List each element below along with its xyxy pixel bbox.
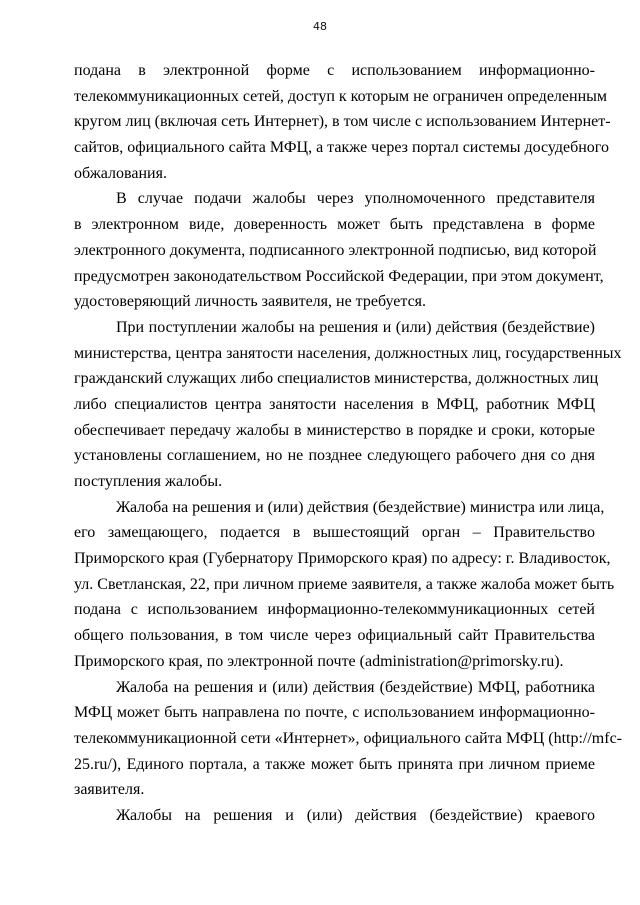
text-line: электронного документа, подписанного электронной подписью, вид которой xyxy=(74,241,597,259)
text-line: Жалобы на решения и (или) действия (бездействие) краевого xyxy=(116,806,595,824)
text-line: в электронном виде, доверенность может быть представлена в форме xyxy=(74,216,595,234)
text-line: обеспечивает передачу жалобы в министерство в порядке и сроки, которые xyxy=(74,421,595,439)
paragraph xyxy=(74,186,604,314)
text-line: министерства, центра занятости населения, должностных лиц, государственных xyxy=(74,344,622,362)
text-line: ул. Светланская, 22, при личном приеме заявителя, а также жалоба может быть xyxy=(74,575,615,593)
text-line: гражданский служащих либо специалистов министерства, должностных лиц xyxy=(74,370,599,388)
paragraph xyxy=(74,315,622,495)
text-line: В случае подачи жалобы через уполномоченного представителя xyxy=(116,190,595,208)
text-line: кругом лиц (включая сеть Интернет), в том числе с использованием Интернет- xyxy=(74,113,611,131)
document-body xyxy=(74,58,622,829)
paragraph xyxy=(74,803,595,829)
text-line: установлены соглашением, но не позднее следующего рабочего дня со дня xyxy=(74,447,595,465)
text-line: 25.ru/), Единого портала, а также может быть принята при личном приеме xyxy=(74,755,595,773)
text-line: предусмотрен законодательством Российской Федерации, при этом документ, xyxy=(74,267,604,285)
paragraph xyxy=(74,58,611,186)
paragraph xyxy=(74,675,622,803)
text-line: телекоммуникационных сетей, доступ к которым не ограничен определенным xyxy=(74,87,608,105)
text-line: При поступлении жалобы на решения и (или) действия (бездействие) xyxy=(116,318,595,336)
text-line: удостоверяющий личность заявителя, не требуется. xyxy=(74,293,427,311)
text-line: телекоммуникационной сети «Интернет», официального сайта МФЦ (http://mfc- xyxy=(74,729,622,747)
text-line: заявителя. xyxy=(74,781,145,799)
paragraph xyxy=(74,495,615,675)
text-line: Приморского края, по электронной почте (administration@primorsky.ru). xyxy=(74,652,564,670)
text-line: общего пользования, в том числе через официальный сайт Правительства xyxy=(74,627,595,645)
text-line: Приморского края (Губернатору Приморского края) по адресу: г. Владивосток, xyxy=(74,550,611,568)
text-line: МФЦ может быть направлена по почте, с использованием информационно- xyxy=(74,704,595,722)
text-line: подана в электронной форме с использованием информационно- xyxy=(74,62,595,79)
text-line: Жалоба на решения и (или) действия (бездействие) МФЦ, работника xyxy=(116,678,595,696)
text-line: обжалования. xyxy=(74,164,167,182)
page-number: 48 xyxy=(313,20,327,33)
text-line: подана с использованием информационно-телекоммуникационных сетей xyxy=(74,601,595,619)
text-line: Жалоба на решения и (или) действия (бездействие) министра или лица, xyxy=(116,498,605,516)
text-line: сайтов, официального сайта МФЦ, а также через портал системы досудебного xyxy=(74,139,609,157)
text-line: поступления жалобы. xyxy=(74,473,223,490)
text-line: его замещающего, подается в вышестоящий орган – Правительство xyxy=(74,524,595,542)
text-line: либо специалистов центра занятости населения в МФЦ, работник МФЦ xyxy=(74,395,595,413)
